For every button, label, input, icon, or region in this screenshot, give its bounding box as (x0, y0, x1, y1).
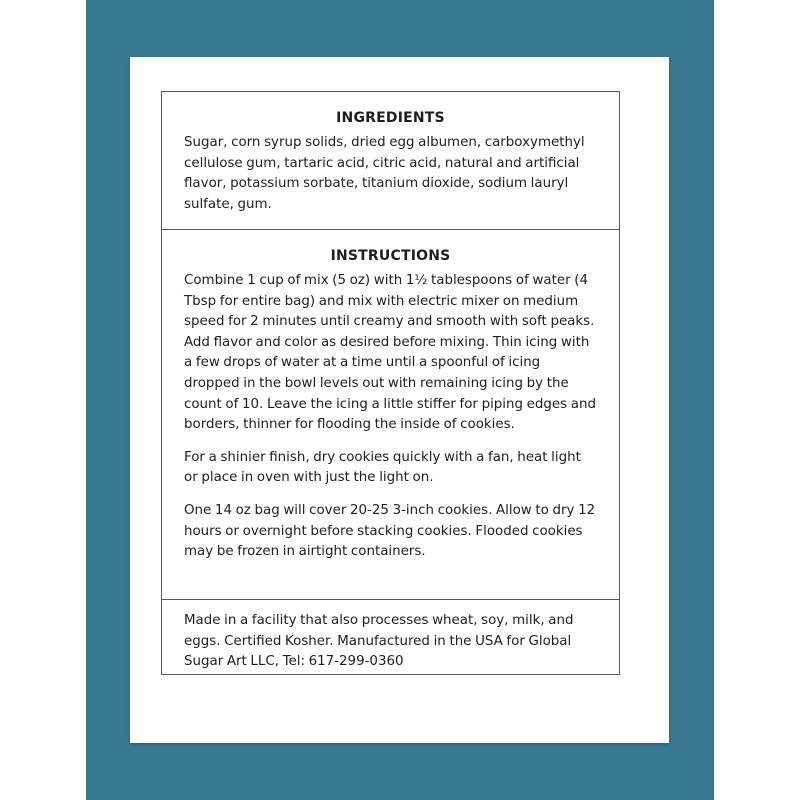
instructions-paragraph-2: For a shinier finish, dry cookies quickly with a fan, heat light or place in oven with just the light on. (184, 449, 581, 486)
ingredients-section (162, 92, 619, 230)
facility-notice-section (162, 600, 619, 674)
instructions-heading: INSTRUCTIONS (330, 248, 451, 264)
instructions-section (162, 230, 619, 600)
instructions-paragraph-3: One 14 oz bag will cover 20-25 3-inch cookies. Allow to dry 12 hours or overnight before stacking cookies. Flooded cookies may be frozen in airtight containers. (184, 502, 596, 560)
instructions-paragraph-1: Combine 1 cup of mix (5 oz) with 1½ tablespoons of water (4 Tbsp for entire bag) and mix with electric mixer on medium speed for 2 minutes until creamy and smooth with soft peaks. Add flavor and color as desired before mixing. Thin icing with a few drops of water at a time until a spoonful of icing dropped in the bowl levels out with remaining icing by the count of 10. Leave the icing a little stiffer for piping edges and borders, thinner for flooding the inside of cookies. (184, 273, 596, 433)
label-card (130, 57, 669, 743)
label-box (161, 91, 620, 675)
ingredients-text: Sugar, corn syrup solids, dried egg albumen, carboxymethyl cellulose gum, tartaric acid, citric acid, natural and artificial flavor, potassium sorbate, titanium dioxide, sodium lauryl sulfate, gum. (184, 135, 585, 212)
facility-notice-text: Made in a facility that also processes wheat, soy, milk, and eggs. Certified Kosher. Manufactured in the USA for Global Sugar Art LLC, Tel: 617-299-0360 (184, 613, 574, 670)
ingredients-heading: INGREDIENTS (336, 110, 445, 126)
